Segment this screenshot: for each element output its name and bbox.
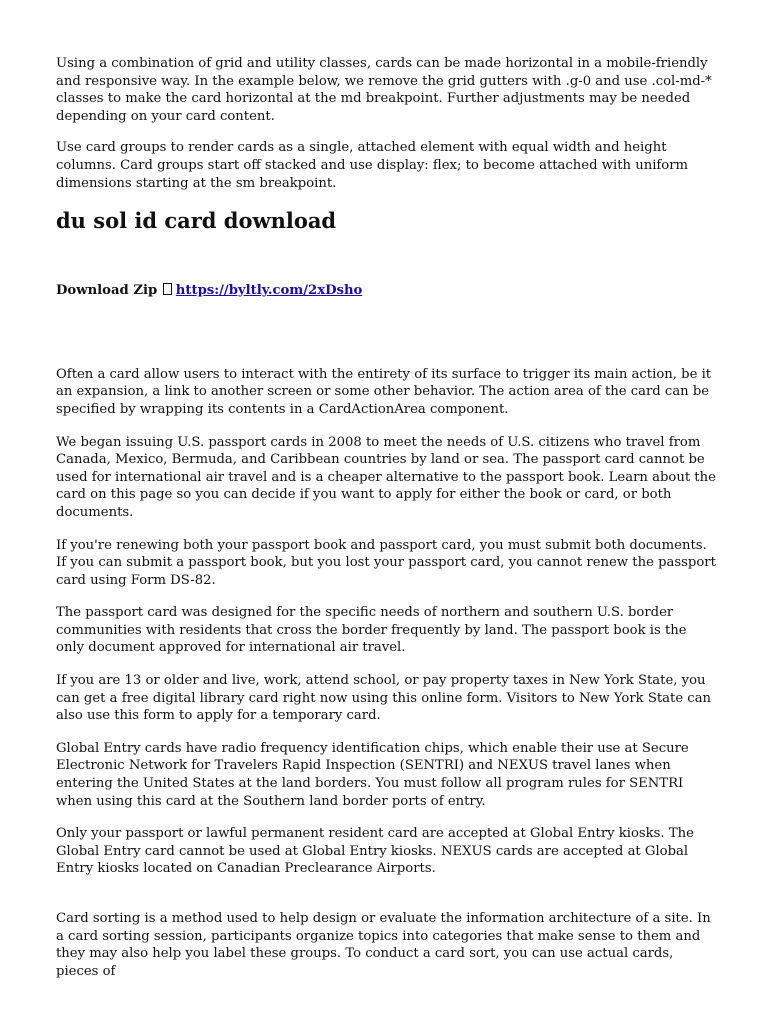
download-link[interactable]: https://byltly.com/2xDsho <box>175 283 363 299</box>
download-line <box>56 282 718 300</box>
body-paragraph: If you are 13 or older and live, work, attend school, or pay property taxes in New York State, you can get a free digital library card right now using this online form. Visitors to New York State can also use this form to apply for a temporary card. <box>56 673 712 724</box>
intro-paragraph-2: Use card groups to render cards as a single, attached element with equal width and height columns. Card groups start off stacked and use display: flex; to become attached with uniform dimensions starting at the sm breakpoint. <box>56 140 689 191</box>
body-paragraph: We began issuing U.S. passport cards in 2008 to meet the needs of U.S. citizens who travel from Canada, Mexico, Bermuda, and Caribbean countries by land or sea. The passport card cannot be used for international air travel and is a cheaper alternative to the passport book. Learn about the card on this page so you can decide if you want to apply for either the book or card, or both documents. <box>56 434 716 520</box>
body-paragraph: The passport card was designed for the specific needs of northern and southern U.S. border communities with residents that cross the border frequently by land. The passport book is the only document approved for international air travel. <box>56 605 687 656</box>
body-paragraph: Often a card allow users to interact with the entirety of its surface to trigger its main action, be it an expansion, a link to another screen or some other behavior. The action area of the card can be specified by wrapping its contents in a CardActionArea component. <box>56 366 712 417</box>
body-paragraph: Only your passport or lawful permanent resident card are accepted at Global Entry kiosks. The Global Entry card cannot be used at Global Entry kiosks. NEXUS cards are accepted at Global Entry kiosks located on Canadian Preclearance Airports. <box>56 826 694 877</box>
download-label: Download Zip <box>56 283 158 299</box>
body-paragraph: If you're renewing both your passport book and passport card, you must submit both documents. If you can submit a passport book, but you lost your passport card, you cannot renew the passport card using Form DS-82. <box>56 537 716 588</box>
body-content <box>56 366 718 981</box>
intro-paragraph-1: Using a combination of grid and utility classes, cards can be made horizontal in a mobile-friendly and responsive way. In the example below, we remove the grid gutters with .g-0 and use .col-md-* classes to make the card horizontal at the md breakpoint. Further adjustments may be needed depending on your card content. <box>56 56 712 124</box>
body-paragraph: Global Entry cards have radio frequency identification chips, which enable their use at Secure Electronic Network for Travelers Rapid Inspection (SENTRI) and NEXUS travel lanes when entering the United States at the land borders. You must follow all program rules for SENTRI when using this card at the Southern land border ports of entry. <box>56 740 689 809</box>
arrow-icon <box>163 283 172 295</box>
body-paragraph: Card sorting is a method used to help design or evaluate the information architecture of a site. In a card sorting session, participants organize topics into categories that make sense to them and they may also help you label these groups. To conduct a card sort, you can use actual cards, pieces of <box>56 911 711 979</box>
document-page <box>56 55 718 995</box>
page-title: du sol id card download <box>56 208 337 234</box>
